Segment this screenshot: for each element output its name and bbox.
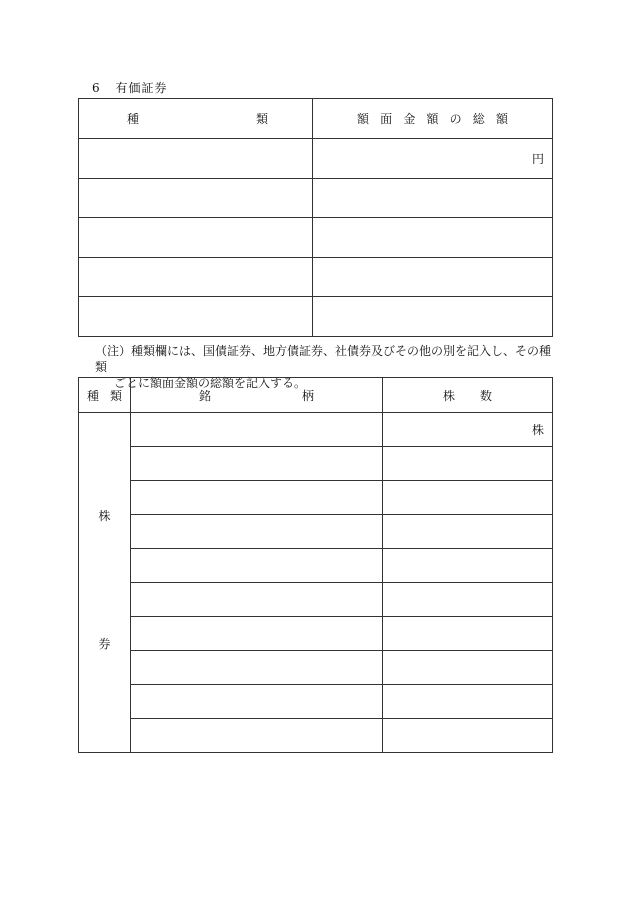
table-row — [79, 617, 553, 651]
table-row — [79, 549, 553, 583]
table-row — [79, 218, 553, 258]
section-title: 有価証券 — [115, 81, 168, 95]
amount-cell[interactable] — [313, 139, 553, 179]
shares-header-char: 数 — [479, 388, 492, 403]
kind-cell[interactable] — [79, 178, 313, 218]
section-heading — [92, 79, 167, 96]
amount-cell[interactable] — [313, 257, 553, 297]
section-number: 6 — [92, 81, 101, 95]
amount-header-char: 金 — [403, 112, 416, 126]
amount-cell[interactable] — [313, 297, 553, 337]
amount-header-char: 額 — [357, 112, 370, 126]
shares-unit: 株 — [531, 423, 544, 437]
table-row — [79, 719, 553, 753]
brand-cell[interactable] — [131, 481, 383, 515]
kind-header-char: 類 — [109, 388, 122, 403]
stock-kind-cell — [79, 413, 131, 753]
table-row — [79, 139, 553, 179]
shares-cell[interactable] — [383, 413, 553, 447]
shares-cell[interactable] — [383, 583, 553, 617]
brand-header — [131, 378, 383, 413]
table-row — [79, 583, 553, 617]
shares-header-char: 株 — [443, 388, 456, 403]
kind-header-char: 種 — [87, 388, 100, 403]
amount-header-char: の — [449, 112, 462, 126]
kind-cell[interactable] — [79, 139, 313, 179]
amount-header-char: 額 — [495, 112, 508, 126]
brand-cell[interactable] — [131, 413, 383, 447]
brand-header-char: 銘 — [199, 388, 212, 403]
shares-cell[interactable] — [383, 447, 553, 481]
amount-header-char: 面 — [380, 112, 393, 126]
shares-cell[interactable] — [383, 719, 553, 753]
brand-cell[interactable] — [131, 515, 383, 549]
note-line-2: ごとに額面金額の総額を記入する。 — [114, 376, 307, 390]
table-row — [79, 297, 553, 337]
kind-cell[interactable] — [79, 257, 313, 297]
brand-cell[interactable] — [131, 447, 383, 481]
table-row — [79, 447, 553, 481]
amount-cell[interactable] — [313, 178, 553, 218]
brand-cell[interactable] — [131, 685, 383, 719]
amount-cell[interactable] — [313, 218, 553, 258]
table-row — [79, 178, 553, 218]
kind-header — [79, 99, 313, 139]
shares-cell[interactable] — [383, 549, 553, 583]
kind-cell[interactable] — [79, 218, 313, 258]
amount-header-char: 総 — [472, 112, 485, 126]
kind-label-bottom: 券 — [98, 637, 111, 651]
stocks-table — [78, 377, 553, 753]
shares-header — [383, 378, 553, 413]
table-row — [79, 651, 553, 685]
shares-cell[interactable] — [383, 515, 553, 549]
note-line-1: （注）種類欄には、国債証券、地方債証券、社債券及びその他の別を記入し、その種類 — [95, 344, 552, 374]
kind-cell[interactable] — [79, 297, 313, 337]
brand-cell[interactable] — [131, 651, 383, 685]
brand-cell[interactable] — [131, 549, 383, 583]
shares-cell[interactable] — [383, 651, 553, 685]
table-row — [79, 685, 553, 719]
brand-cell[interactable] — [131, 719, 383, 753]
table-row — [79, 413, 553, 447]
shares-cell[interactable] — [383, 481, 553, 515]
brand-cell[interactable] — [131, 583, 383, 617]
table-row — [79, 481, 553, 515]
kind-header-char: 種 — [127, 112, 140, 126]
securities-table — [78, 98, 553, 337]
kind-label-top: 株 — [98, 509, 111, 523]
amount-header — [313, 99, 553, 139]
kind-header — [79, 378, 131, 413]
table-row — [79, 257, 553, 297]
brand-header-char: 柄 — [301, 388, 314, 403]
kind-header-char: 類 — [255, 112, 268, 126]
brand-cell[interactable] — [131, 617, 383, 651]
amount-header-char: 額 — [426, 112, 439, 126]
yen-unit: 円 — [531, 151, 544, 166]
shares-cell[interactable] — [383, 617, 553, 651]
table-row — [79, 515, 553, 549]
shares-cell[interactable] — [383, 685, 553, 719]
